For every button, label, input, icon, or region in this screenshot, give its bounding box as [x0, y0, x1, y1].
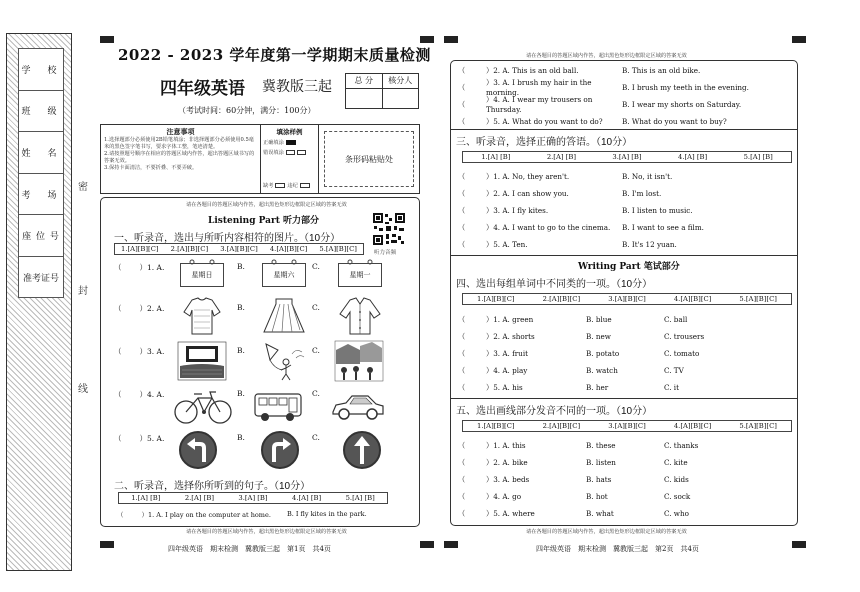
answer-bubble[interactable]: 2.[A] [B] — [184, 494, 214, 502]
list-item — [458, 202, 796, 219]
option-b: B. I want to see a film. — [622, 223, 704, 232]
notice-section — [101, 125, 261, 193]
option-b: B. What do you want to buy? — [622, 117, 727, 126]
section4-title: 四、选出每组单词中不同类的一项。（10分） — [456, 279, 653, 290]
paren: （ — [458, 314, 466, 324]
option-c: C. sock — [664, 492, 691, 501]
option-c: C. trousers — [664, 332, 705, 341]
q1-option-c: C. — [312, 262, 320, 271]
checker-header: 核分人 — [388, 76, 413, 85]
q2-row — [114, 303, 164, 314]
notice-item: 2.请按照题号顺序在相应的答题区域内作答，超出答题区域书写的答案无效。 — [104, 151, 255, 164]
kite-flying-icon[interactable] — [256, 340, 308, 382]
seal-char-feng: 封 — [78, 286, 88, 297]
section5-title: 五、选出画线部分发音不同的一项。（10分） — [456, 406, 653, 417]
answer-bubble[interactable]: 3.[A][B][C] — [220, 245, 258, 253]
paren: （ — [458, 508, 466, 518]
answer-bubble[interactable]: 1.[A][B][C] — [121, 245, 159, 253]
registration-mark — [100, 36, 114, 43]
seat-number-field[interactable]: 座 位 号 — [19, 215, 63, 257]
correct-fill-label: 正确填涂 — [263, 140, 284, 146]
option-b: B. No, it isn't. — [622, 172, 673, 181]
option-b: B. It's 12 yuan. — [622, 240, 677, 249]
paren: （ — [458, 205, 466, 215]
car-icon[interactable] — [330, 392, 386, 422]
list-item — [458, 219, 796, 236]
student-info-box — [18, 48, 64, 298]
seal-char-mi: 密 — [78, 182, 88, 193]
registration-mark — [792, 541, 806, 548]
q5-option-b: B. — [237, 433, 245, 442]
absent-box[interactable] — [275, 183, 285, 188]
area-notice: 请在各题目的答题区域内作答，超出黑色矩形边框限定区域的答案无效 — [526, 53, 687, 59]
section1-answer-bubbles[interactable] — [114, 243, 364, 255]
paren: （ — [114, 263, 122, 272]
s2-q1-option-b: B. I fly kites in the park. — [287, 510, 367, 518]
option-c: C. tomato — [664, 349, 700, 358]
score-table — [345, 73, 419, 109]
answer-bubble[interactable]: 1.[A] [B] — [481, 153, 511, 161]
section2-title: 二、听录音，选择你所听到的句子。（10分） — [114, 481, 311, 492]
sec5-list — [458, 437, 796, 522]
barcode-label: 条形码粘贴处 — [324, 131, 414, 187]
registration-mark — [792, 36, 806, 43]
registration-mark — [444, 36, 458, 43]
calendar-monday[interactable] — [338, 263, 382, 287]
calendar-saturday[interactable] — [262, 263, 306, 287]
option-a: ）3. A. I brush my hair in the morning. — [486, 78, 592, 97]
option-c: C. kids — [664, 475, 689, 484]
shirt-icon[interactable] — [338, 296, 382, 336]
area-notice: 请在各题目的答题区域内作答，超出黑色矩形边框限定区域的答案无效 — [186, 202, 347, 208]
paren: （ — [458, 222, 466, 232]
section5-answer-bubbles[interactable] — [462, 420, 792, 432]
cheat-box[interactable] — [300, 183, 310, 188]
answer-bubble[interactable]: 5.[A] [B] — [345, 494, 375, 502]
turn-right-sign-icon[interactable] — [260, 430, 300, 470]
paren: （ — [458, 99, 466, 109]
option-b: B. I listen to music. — [622, 206, 693, 215]
calendar-label: 星期一 — [349, 271, 371, 279]
paren: （ — [114, 390, 122, 399]
option-c: C. kite — [664, 458, 688, 467]
q1-option-b: B. — [237, 262, 245, 271]
answer-bubble[interactable]: 2.[A][B][C] — [170, 245, 209, 253]
paren: （ — [458, 457, 466, 467]
total-score-header: 总 分 — [346, 74, 383, 88]
list-item — [458, 345, 796, 362]
total-score-cell[interactable] — [346, 89, 383, 108]
q4-row — [114, 389, 164, 400]
registration-mark — [420, 541, 434, 548]
option-a: ）2. A. bike — [486, 457, 528, 467]
exam-room-field[interactable]: 考 场 — [19, 174, 63, 216]
option-a: ）5. A. his — [486, 382, 523, 392]
option-b: B. hats — [586, 475, 612, 484]
option-c: C. it — [664, 383, 679, 392]
page2-footer: 四年级英语 期末检测 冀教版三起 第2页 共4页 — [536, 545, 699, 553]
wrong-fill-label: 错误填涂 — [263, 150, 284, 156]
list-item — [458, 454, 796, 471]
list-item — [458, 62, 796, 79]
q5-row — [114, 433, 164, 444]
paren: （ — [458, 331, 466, 341]
list-item — [458, 328, 796, 345]
cinema-icon[interactable] — [176, 340, 228, 382]
answer-bubble[interactable]: 5.[A][B][C] — [739, 422, 777, 430]
q3-number: ）3. A. — [139, 347, 165, 356]
option-b: B. I wear my shorts on Saturday. — [622, 100, 742, 109]
exam-info: （考试时间：60分钟，满分：100分） — [178, 106, 316, 115]
answer-bubble[interactable]: 3.[A][B][C] — [608, 422, 646, 430]
answer-bubble[interactable]: 4.[A][B][C] — [673, 295, 712, 303]
wrong-fill-mark — [286, 150, 295, 155]
option-b: B. her — [586, 383, 609, 392]
option-c: C. thanks — [664, 441, 699, 450]
listening-title: Listening Part 听力部分 — [208, 216, 320, 226]
q2-option-b: B. — [237, 303, 245, 312]
section4-answer-bubbles[interactable] — [462, 293, 792, 305]
option-a: ）3. A. I fly kites. — [486, 205, 549, 215]
option-c: C. TV — [664, 366, 684, 375]
answer-bubble[interactable]: 3.[A] [B] — [612, 153, 642, 161]
option-b: B. I brush my teeth in the evening. — [622, 83, 749, 92]
registration-mark — [420, 36, 434, 43]
option-a: ）1. A. this — [486, 440, 526, 450]
answer-bubble[interactable]: 4.[A][B][C] — [269, 245, 308, 253]
option-c: C. ball — [664, 315, 688, 324]
paren: （ — [458, 82, 466, 92]
notice-item: 1.选择题部分必须使用2B铅笔填涂；非选择题部分必须使用0.5毫米的黑色签字笔书写，要求字体工整，笔迹清楚。 — [104, 137, 254, 150]
calendar-rings-icon — [180, 259, 390, 265]
list-item — [458, 236, 796, 253]
section3-title: 三、听录音，选择正确的答语。（10分） — [456, 137, 633, 148]
calendar-label: 星期日 — [191, 271, 213, 279]
area-notice: 请在各题目的答题区域内作答，超出黑色矩形边框限定区域的答案无效 — [186, 529, 347, 535]
option-a: ）4. A. I wear my trousers on Thursday. — [486, 95, 593, 114]
option-b: B. watch — [586, 366, 618, 375]
list-item — [458, 168, 796, 185]
correct-fill-mark — [286, 140, 296, 145]
paren: （ — [114, 434, 122, 443]
option-a: ）5. A. What do you want to do? — [486, 116, 603, 126]
paren: （ — [458, 348, 466, 358]
paren: （ — [114, 347, 122, 356]
paren: （ — [458, 474, 466, 484]
qr-code-icon — [372, 212, 406, 246]
section3-answer-bubbles[interactable] — [462, 151, 792, 163]
list-item — [458, 113, 796, 130]
answer-bubble[interactable]: 1.[A] [B] — [131, 494, 161, 502]
turn-left-sign-icon[interactable] — [178, 430, 218, 470]
notice-box — [100, 124, 420, 194]
subject-title: 四年级英语 — [160, 79, 245, 99]
binding-strip — [6, 33, 72, 571]
cheat-label: 违纪 — [287, 183, 298, 189]
option-a: ）3. A. beds — [486, 474, 530, 484]
option-b: B. This is an old bike. — [622, 66, 701, 75]
s2-q1-row — [117, 510, 271, 519]
barcode-area — [319, 125, 419, 193]
calendar-sunday[interactable] — [180, 263, 224, 287]
answer-bubble[interactable]: 2.[A][B][C] — [542, 422, 581, 430]
paren: （ — [114, 304, 122, 313]
q1-row — [114, 262, 164, 273]
option-a: ）1. A. green — [486, 314, 534, 324]
option-a: ）2. A. I can show you. — [486, 188, 569, 198]
sweater-icon[interactable] — [182, 296, 222, 336]
paren: （ — [458, 239, 466, 249]
section1-title: 一、听录音，选出与所听内容相符的图片。（10分） — [114, 233, 341, 244]
answer-bubble[interactable]: 4.[A] [B] — [292, 494, 322, 502]
list-item — [458, 488, 796, 505]
list-item — [458, 185, 796, 202]
list-item — [458, 505, 796, 522]
option-b: B. potato — [586, 349, 620, 358]
list-item — [458, 379, 796, 396]
paren: （ — [458, 65, 466, 75]
q4-number: ）4. A. — [139, 390, 165, 399]
q3-option-b: B. — [237, 346, 245, 355]
answer-bubble[interactable]: 5.[A][B][C] — [739, 295, 777, 303]
notice-title: 注意事项 — [166, 127, 195, 136]
paren: （ — [458, 116, 466, 126]
answer-bubble[interactable]: 4.[A][B][C] — [673, 422, 712, 430]
q2-option-c: C. — [312, 303, 320, 312]
class-field[interactable]: 班 级 — [19, 91, 63, 133]
q1-number: ）1. A. — [139, 263, 165, 272]
q2-number: ）2. A. — [139, 304, 165, 313]
q3-option-c: C. — [312, 346, 320, 355]
option-b: B. these — [586, 441, 616, 450]
name-field[interactable]: 姓 名 — [19, 132, 63, 174]
exam-title: 2022 - 2023 学年度第一学期期末质量检测 — [118, 46, 431, 64]
fill-sample — [261, 125, 319, 193]
answer-bubble[interactable]: 1.[A][B][C] — [477, 422, 515, 430]
option-b: B. what — [586, 509, 614, 518]
option-a: ）4. A. go — [486, 491, 522, 501]
page1-footer: 四年级英语 期末检测 冀教版三起 第1页 共4页 — [168, 545, 331, 553]
q5-option-c: C. — [312, 433, 320, 442]
list-item — [458, 311, 796, 328]
option-a: ）4. A. play — [486, 365, 528, 375]
paren: （ — [458, 491, 466, 501]
list-item — [458, 96, 796, 113]
option-a: ）2. A. This is an old ball. — [486, 65, 579, 75]
paren: （ — [458, 171, 466, 181]
divider — [450, 398, 798, 399]
option-a: ）5. A. Ten. — [486, 239, 528, 249]
option-a: ）2. A. shorts — [486, 331, 535, 341]
paren: （ — [458, 188, 466, 198]
answer-bubble[interactable]: 2.[A][B][C] — [542, 295, 581, 303]
sec4-list — [458, 311, 796, 396]
list-item — [458, 79, 796, 96]
q3-row — [114, 346, 164, 357]
option-a: ）3. A. fruit — [486, 348, 529, 358]
wrong-fill-mark — [297, 150, 306, 155]
registration-mark — [444, 541, 458, 548]
checker-cell[interactable] — [383, 89, 419, 108]
option-a: ）4. A. I want to go to the cinema. — [486, 222, 611, 232]
sec3-list — [458, 168, 796, 253]
go-straight-sign-icon[interactable] — [342, 430, 382, 470]
divider — [450, 129, 798, 130]
notice-item: 3.保持卡面清洁，不要折叠、不要弄破。 — [104, 165, 198, 171]
option-a: ）1. A. I play on the computer at home. — [141, 511, 271, 519]
bus-icon[interactable] — [252, 390, 304, 424]
edition-label: 冀教版三起 — [262, 79, 332, 95]
writing-title: Writing Part 笔试部分 — [578, 262, 680, 272]
list-item — [458, 437, 796, 454]
absent-label: 缺考 — [263, 183, 274, 189]
q4-option-c: C. — [312, 389, 320, 398]
exam-id-field[interactable]: 准考证号 — [22, 274, 59, 285]
sec2-continued-list — [458, 62, 796, 130]
area-notice: 请在各题目的答题区域内作答，超出黑色矩形边框限定区域的答案无效 — [526, 529, 687, 535]
school-field[interactable]: 学 校 — [19, 49, 63, 91]
paren: （ — [117, 511, 124, 519]
answer-bubble[interactable]: 5.[A][B][C] — [319, 245, 357, 253]
list-item — [458, 362, 796, 379]
q4-option-b: B. — [237, 389, 245, 398]
q5-number: ）5. A. — [139, 434, 165, 443]
shopping-street-icon[interactable] — [334, 340, 384, 382]
paren: （ — [458, 365, 466, 375]
section2-answer-bubbles[interactable] — [118, 492, 388, 504]
answer-bubble[interactable]: 3.[A] [B] — [238, 494, 268, 502]
option-a: ）5. A. where — [486, 508, 535, 518]
answer-bubble[interactable]: 5.[A] [B] — [743, 153, 773, 161]
option-b: B. I'm lost. — [622, 189, 662, 198]
registration-mark — [100, 541, 114, 548]
divider — [450, 255, 798, 256]
option-b: B. hot — [586, 492, 608, 501]
answer-bubble[interactable]: 4.[A] [B] — [678, 153, 708, 161]
calendar-label: 星期六 — [273, 271, 295, 279]
paren: （ — [458, 440, 466, 450]
seal-char-xian: 线 — [78, 384, 88, 395]
option-c: C. who — [664, 509, 689, 518]
skirt-icon[interactable] — [262, 296, 306, 336]
fill-sample-title: 填涂样例 — [276, 128, 303, 136]
option-b: B. new — [586, 332, 611, 341]
answer-bubble[interactable]: 1.[A][B][C] — [477, 295, 515, 303]
option-b: B. blue — [586, 315, 612, 324]
option-b: B. listen — [586, 458, 616, 467]
answer-bubble[interactable]: 2.[A] [B] — [546, 153, 576, 161]
answer-bubble[interactable]: 3.[A][B][C] — [608, 295, 646, 303]
option-a: ）1. A. No, they aren't. — [486, 171, 570, 181]
paren: （ — [458, 382, 466, 392]
qr-caption: 听力音频 — [374, 250, 397, 256]
list-item — [458, 471, 796, 488]
bicycle-icon[interactable] — [172, 386, 234, 426]
